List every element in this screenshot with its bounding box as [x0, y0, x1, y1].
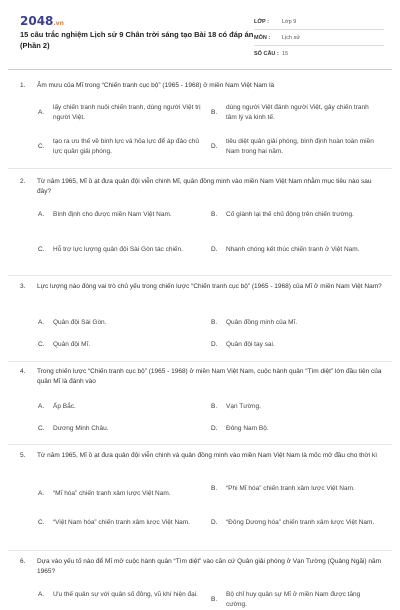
- meta-row-count: [254, 46, 384, 62]
- option-text: “Mĩ hóa” chiến tranh xâm lược Việt Nam.: [53, 490, 171, 497]
- option-letter: B.: [211, 319, 218, 326]
- option-a[interactable]: [38, 402, 203, 412]
- option-letter: B.: [211, 109, 218, 116]
- option-text: dùng người Việt đánh người Việt, gây chiến tranh tâm lý và kinh tế.: [226, 104, 369, 121]
- question-2: [20, 177, 382, 197]
- option-letter: D.: [211, 425, 218, 432]
- option-text: Nhanh chóng kết thúc chiến tranh ở Việt Nam.: [226, 246, 360, 253]
- option-b[interactable]: [211, 402, 376, 412]
- option-text: Vạn Tường.: [226, 403, 261, 410]
- question-divider: [8, 444, 392, 445]
- meta-row-class: [254, 14, 384, 30]
- option-letter: A.: [38, 319, 45, 326]
- option-d[interactable]: [211, 424, 376, 434]
- option-letter: A.: [38, 490, 45, 497]
- option-b[interactable]: [211, 590, 376, 610]
- option-a[interactable]: [38, 210, 203, 220]
- meta-info: [254, 14, 384, 62]
- meta-value: Lớp 9: [282, 18, 297, 25]
- option-letter: C.: [38, 425, 45, 432]
- option-letter: A.: [38, 403, 45, 410]
- meta-key: LỚP :: [254, 18, 269, 25]
- question-number: 4.: [20, 368, 26, 375]
- option-b[interactable]: [211, 210, 376, 220]
- logo-text: 2048: [20, 14, 54, 28]
- question-divider: [8, 168, 392, 169]
- question-text: Âm mưu của Mĩ trong “Chiến tranh cục bộ” (1965 - 1968) ở miền Nam Việt Nam là: [37, 82, 275, 89]
- option-text: “Đông Dương hóa” chiến tranh xâm lược Việt Nam.: [226, 519, 375, 526]
- question-number: 5.: [20, 452, 26, 459]
- meta-key: SỐ CÂU :: [254, 51, 279, 57]
- option-text: Cố gìành lại thế chủ động trên chiến trường.: [226, 211, 354, 218]
- option-text: Bình định cho được miền Nam Việt Nam.: [53, 211, 172, 218]
- question-text: Từ năm 1965, Mĩ ồ ạt đưa quân đội viễn chinh và quân đồng minh vào miền Nam Việt Nam là mốc mở đầu cho thời kì: [37, 452, 378, 459]
- option-c[interactable]: [38, 518, 203, 528]
- logo-suffix: .vn: [53, 20, 64, 27]
- meta-row-subject: [254, 30, 384, 46]
- option-letter: A.: [38, 591, 45, 598]
- option-letter: A.: [38, 109, 45, 116]
- question-divider: [8, 275, 392, 276]
- question-4: [20, 367, 382, 387]
- option-d[interactable]: [211, 518, 376, 528]
- option-a[interactable]: [38, 103, 203, 123]
- option-text: Bộ chỉ huy quân sự Mĩ ở miền Nam được tăng cường.: [226, 591, 361, 608]
- option-letter: C.: [38, 246, 45, 253]
- option-c[interactable]: [38, 245, 203, 255]
- meta-key: MÔN :: [254, 34, 271, 41]
- option-text: Dương Minh Châu.: [53, 425, 109, 432]
- option-text: Quân đồng minh của Mĩ.: [226, 319, 298, 326]
- option-text: Ưu thế quân sự với quân số đông, vũ khí hiện đại.: [53, 591, 198, 598]
- question-text: Lực lượng nào đóng vai trò chủ yếu trong chiến lược “Chiến tranh cục bộ” (1965 - 1968) của Mĩ ở miền Nam Việt Nam?: [37, 283, 382, 290]
- option-b[interactable]: [211, 103, 376, 123]
- meta-value: 15: [282, 51, 289, 57]
- question-3: [20, 282, 382, 292]
- question-divider: [8, 550, 392, 551]
- option-c[interactable]: [38, 137, 203, 157]
- option-c[interactable]: [38, 424, 203, 434]
- option-letter: C.: [38, 519, 45, 526]
- option-c[interactable]: [38, 340, 203, 350]
- option-letter: D.: [211, 519, 218, 526]
- question-number: 6.: [20, 558, 26, 565]
- option-d[interactable]: [211, 137, 376, 157]
- option-text: Quân đội Mĩ.: [53, 341, 91, 348]
- option-letter: D.: [211, 143, 218, 150]
- question-text: Từ năm 1965, Mĩ ồ ạt đưa quân đội viễn chinh Mĩ, quân đồng minh vào miền Nam Việt Nam nhằm mục tiêu nào sau đây?: [37, 178, 372, 195]
- option-text: Quân đội tay sai.: [226, 341, 275, 348]
- option-letter: B.: [211, 403, 218, 410]
- option-letter: D.: [211, 246, 218, 253]
- option-letter: B.: [211, 596, 218, 603]
- option-d[interactable]: [211, 245, 376, 255]
- question-divider: [8, 361, 392, 362]
- question-number: 3.: [20, 283, 26, 290]
- question-text: Dựa vào yếu tố nào để Mĩ mở cuộc hành quân “Tìm diệt” vào căn cứ Quân giải phóng ở Vạn Tường (Quảng Ngãi) năm 1965?: [37, 558, 382, 575]
- page-title: 15 câu trắc nghiệm Lịch sử 9 Chân trời sáng tạo Bài 18 có đáp án (Phần 2): [20, 30, 254, 50]
- question-text: Trong chiến lược “Chiến tranh cục bộ” (1965 - 1968) ở miền Nam Việt Nam, cuộc hành quân “Tìm diệt” lớn đầu tiên của quân Mĩ là đánh vào: [37, 368, 382, 385]
- option-d[interactable]: [211, 340, 376, 350]
- header: [0, 0, 400, 70]
- option-letter: C.: [38, 341, 45, 348]
- option-a[interactable]: [38, 590, 203, 600]
- question-number: 2.: [20, 178, 26, 185]
- option-b[interactable]: [211, 318, 376, 328]
- option-letter: B.: [211, 211, 218, 218]
- option-text: “Việt Nam hóa” chiến tranh xâm lược Việt Nam.: [53, 519, 190, 526]
- option-a[interactable]: [38, 318, 203, 328]
- option-text: Ấp Bắc.: [53, 403, 76, 410]
- option-letter: A.: [38, 211, 45, 218]
- option-text: tiêu diệt quân giải phóng, bình định hoàn toàn miền Nam trong hai năm.: [226, 138, 374, 155]
- header-divider: [8, 69, 392, 70]
- site-logo[interactable]: [20, 14, 64, 28]
- option-text: tạo ra ưu thế về binh lực và hỏa lực để áp đảo chủ lực quân giải phóng.: [53, 138, 200, 155]
- option-text: Quân đội Sài Gòn.: [53, 319, 107, 326]
- question-1: [20, 81, 382, 91]
- option-text: “Phi Mĩ hóa” chiến tranh xâm lược Việt Nam.: [226, 485, 355, 492]
- option-text: Đông Nam Bộ.: [226, 425, 269, 432]
- option-b[interactable]: [211, 484, 376, 494]
- option-text: lấy chiến tranh nuôi chiến tranh, dùng người Việt trị người Việt.: [53, 104, 201, 121]
- question-number: 1.: [20, 82, 26, 89]
- meta-value: Lịch sử: [282, 34, 301, 41]
- question-6: [20, 557, 382, 577]
- question-5: [20, 451, 382, 461]
- option-letter: B.: [211, 485, 218, 492]
- option-letter: D.: [211, 341, 218, 348]
- option-a[interactable]: [38, 489, 203, 499]
- option-letter: C.: [38, 143, 45, 150]
- option-text: Hỗ trợ lực lượng quân đội Sài Gòn tác chiến.: [53, 246, 183, 253]
